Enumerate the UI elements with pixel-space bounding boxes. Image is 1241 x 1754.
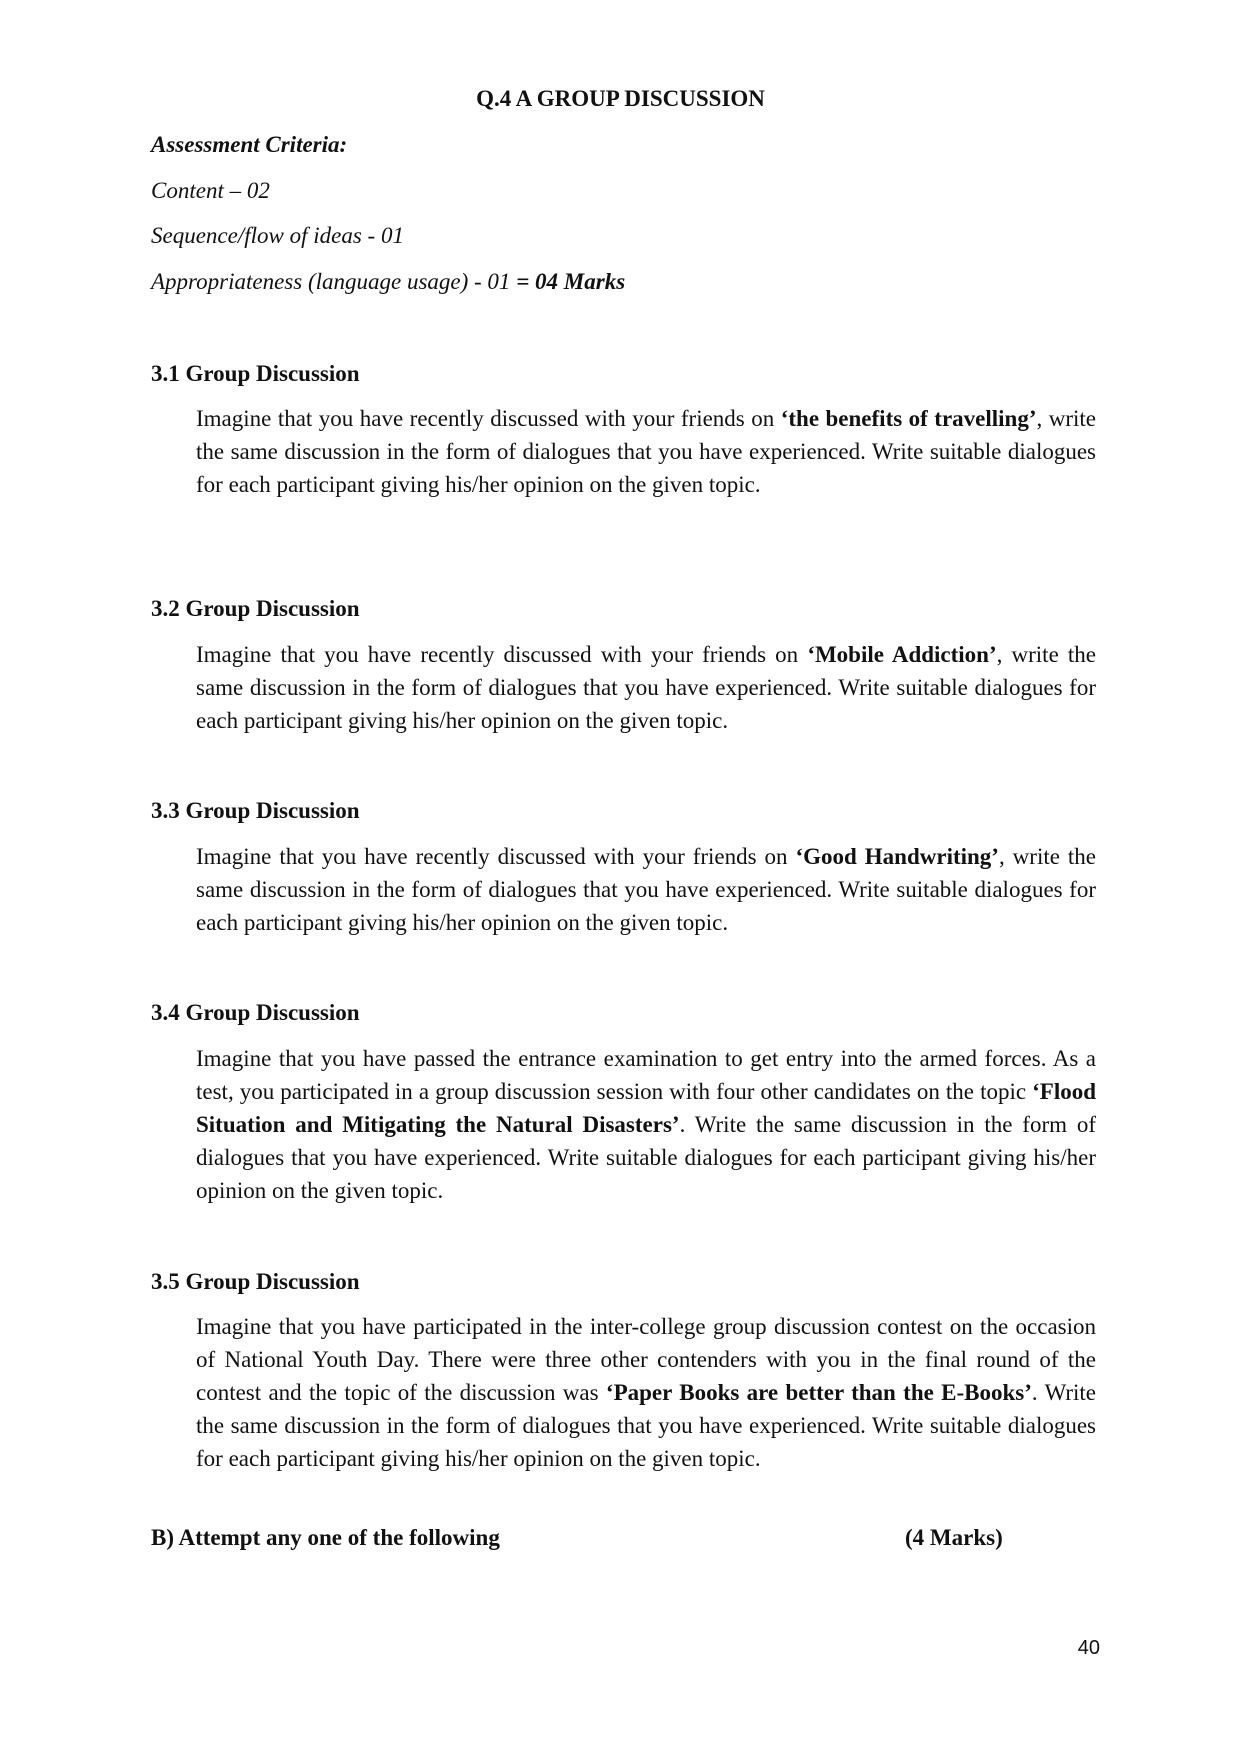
part-b-label: B) Attempt any one of the following xyxy=(151,1525,500,1550)
section-heading: 3.5 Group Discussion xyxy=(151,1269,360,1294)
criteria-heading: Assessment Criteria: xyxy=(151,132,348,157)
section-heading: 3.3 Group Discussion xyxy=(151,798,360,823)
paragraph-text: . Write the same discussion in the form of dialogues that you have experienced. Write suitable dialogues for each participant giving his/her opinion on the given topic. xyxy=(196,1380,1096,1471)
paragraph-text: . Write the same discussion in the form of dialogues that you have experienced. Write suitable dialogues for each participant giving his/her opinion on the given topic. xyxy=(196,1112,1096,1203)
paragraph-text: , write the same discussion in the form of dialogues that you have experienced. Write suitable dialogues for each participant giving his/her opinion on the given topic. xyxy=(196,642,1097,733)
discussion-topic: ‘Mobile Addiction’ xyxy=(807,642,997,667)
discussion-topic: ‘Paper Books are better than the E-Books’ xyxy=(605,1380,1032,1405)
paragraph-text: Imagine that you have recently discussed with your friends on xyxy=(196,844,796,869)
paragraph-text: , write the same discussion in the form of dialogues that you have experienced. Write suitable dialogues for each participant giving his/her opinion on the given topic. xyxy=(196,406,1096,497)
paragraph-text: Imagine that you have participated in the inter-college group discussion contest on the occasion of National Youth Day. There were three other contenders with you in the final round of the contest and the topic of the discussion was xyxy=(196,1314,1096,1405)
section-heading: 3.1 Group Discussion xyxy=(151,361,360,386)
discussion-topic: ‘the benefits of travelling’ xyxy=(780,406,1037,431)
section-paragraph xyxy=(196,402,1096,501)
criteria-total: = 04 Marks xyxy=(516,269,626,294)
section-paragraph xyxy=(196,1042,1096,1207)
part-b-marks: (4 Marks) xyxy=(905,1525,1003,1550)
section-heading: 3.2 Group Discussion xyxy=(151,596,360,621)
section-heading: 3.4 Group Discussion xyxy=(151,1000,360,1025)
paragraph-text: Imagine that you have recently discussed with your friends on xyxy=(196,406,781,431)
section-paragraph xyxy=(196,1310,1096,1475)
discussion-topic: ‘Good Handwriting’ xyxy=(795,844,999,869)
discussion-topic: ‘Flood Situation and Mitigating the Natural Disasters’ xyxy=(196,1079,1096,1137)
section-paragraph xyxy=(196,840,1096,939)
paragraph-text: , write the same discussion in the form of dialogues that you have experienced. Write suitable dialogues for each participant giving his/her opinion on the given topic. xyxy=(196,844,1096,935)
criteria-content: Content – 02 xyxy=(151,178,270,203)
page-title: Q.4 A GROUP DISCUSSION xyxy=(476,86,765,111)
section-paragraph xyxy=(196,638,1096,737)
criteria-sequence: Sequence/flow of ideas - 01 xyxy=(151,223,404,248)
criteria-appropriateness xyxy=(151,265,625,299)
paragraph-text: Imagine that you have recently discussed with your friends on xyxy=(196,642,808,667)
paragraph-text: Imagine that you have passed the entrance examination to get entry into the armed forces. As a test, you participated in a group discussion session with four other candidates on the topic xyxy=(196,1046,1096,1104)
page-number: 40 xyxy=(1077,1637,1100,1659)
criteria-appropriateness-text: Appropriateness (language usage) - 01 xyxy=(151,269,511,294)
